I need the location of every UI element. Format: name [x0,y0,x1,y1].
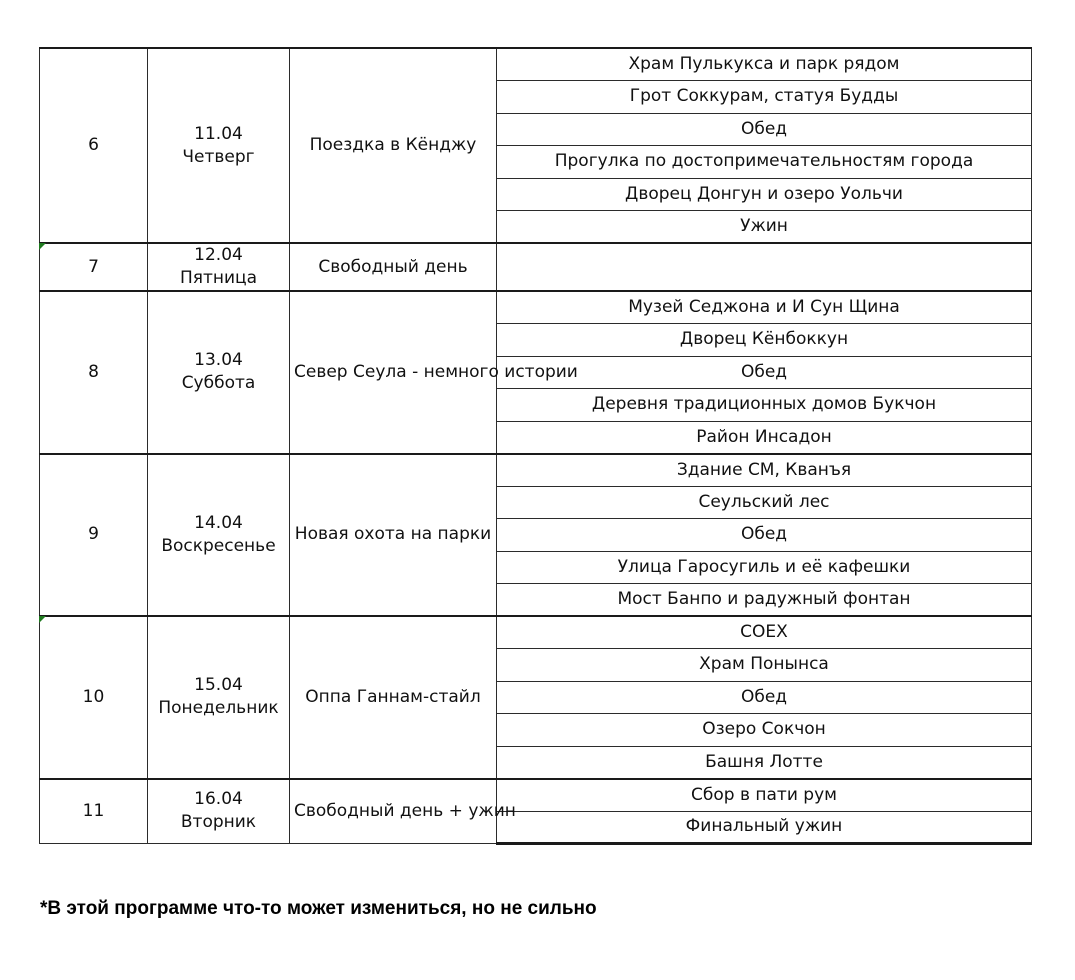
day-weekday: Суббота [181,373,256,394]
activity-cell: Ужин [497,211,1032,244]
activity-cell: Мост Банпо и радужный фонтан [497,584,1032,617]
schedule-body [40,48,1032,844]
date-cell [148,779,290,844]
activity-cell: Дворец Кёнбоккун [497,324,1032,357]
date-cell [148,454,290,617]
activity-cell: Обед [497,681,1032,714]
day-date: 11.04 [194,123,243,144]
comment-flag-icon [39,243,46,250]
day-number: 7 [88,256,99,277]
schedule-table [39,47,1032,845]
day-weekday: Четверг [182,146,255,167]
activity-cell: Деревня традиционных домов Букчон [497,389,1032,422]
activity-cell: Храм Понынса [497,649,1032,682]
table-row [40,454,1032,487]
date-cell [148,616,290,779]
activity-cell: Обед [497,356,1032,389]
activity-cell: Обед [497,519,1032,552]
day-title: Оппа Ганнам-стайл [290,616,497,779]
table-row [40,48,1032,81]
day-number: 9 [88,524,99,545]
activity-cell: Озеро Сокчон [497,714,1032,747]
activity-cell: COEX [497,616,1032,649]
day-number-cell [40,779,148,844]
activity-cell: Прогулка по достопримечательностям города [497,146,1032,179]
activity-cell: Здание CM, Кванъя [497,454,1032,487]
day-title: Новая охота на парки [290,454,497,617]
day-title: Поездка в Кёнджу [290,48,497,243]
day-number: 10 [82,686,105,707]
table-row [40,779,1032,812]
activity-cell: Музей Седжона и И Сун Щина [497,291,1032,324]
day-number: 6 [88,135,99,155]
day-number: 8 [88,361,99,382]
day-weekday: Воскресенье [161,535,276,556]
day-number-cell [40,454,148,617]
activity-cell: Дворец Донгун и озеро Уольчи [497,178,1032,211]
activity-cell: Сбор в пати рум [497,779,1032,812]
day-date: 16.04 [194,789,243,810]
day-number: 11 [82,800,105,821]
activity-cell: Район Инсадон [497,421,1032,454]
day-number-cell [40,616,148,779]
date-cell [148,291,290,454]
day-weekday: Вторник [180,812,257,833]
activity-cell: Грот Соккурам, статуя Будды [497,81,1032,114]
day-title: Север Сеула - немного истории [290,291,497,454]
activity-cell: Храм Пулькукса и парк рядом [497,48,1032,81]
day-title: Свободный день + ужин [290,779,497,844]
day-date: 14.04 [194,512,243,533]
day-date: 12.04 [194,245,243,265]
day-weekday: Пятница [179,268,258,288]
day-number-cell [40,291,148,454]
date-cell [148,48,290,243]
activity-cell: Улица Гаросугиль и её кафешки [497,551,1032,584]
date-cell [148,243,290,291]
activity-cell [497,243,1032,291]
day-date: 15.04 [194,675,243,696]
activity-cell: Сеульский лес [497,486,1032,519]
activity-cell: Финальный ужин [497,811,1032,844]
table-row [40,291,1032,324]
table-row [40,616,1032,649]
day-number-cell [40,48,148,243]
activity-cell: Обед [497,113,1032,146]
table-row [40,243,1032,291]
comment-flag-icon [39,616,46,623]
day-title: Свободный день [290,243,497,291]
footnote: *В этой программе что-то может измениться, но не сильно [40,898,597,919]
day-weekday: Понедельник [158,698,279,719]
day-number-cell [40,243,148,291]
day-date: 13.04 [194,350,243,371]
activity-cell: Башня Лотте [497,746,1032,779]
